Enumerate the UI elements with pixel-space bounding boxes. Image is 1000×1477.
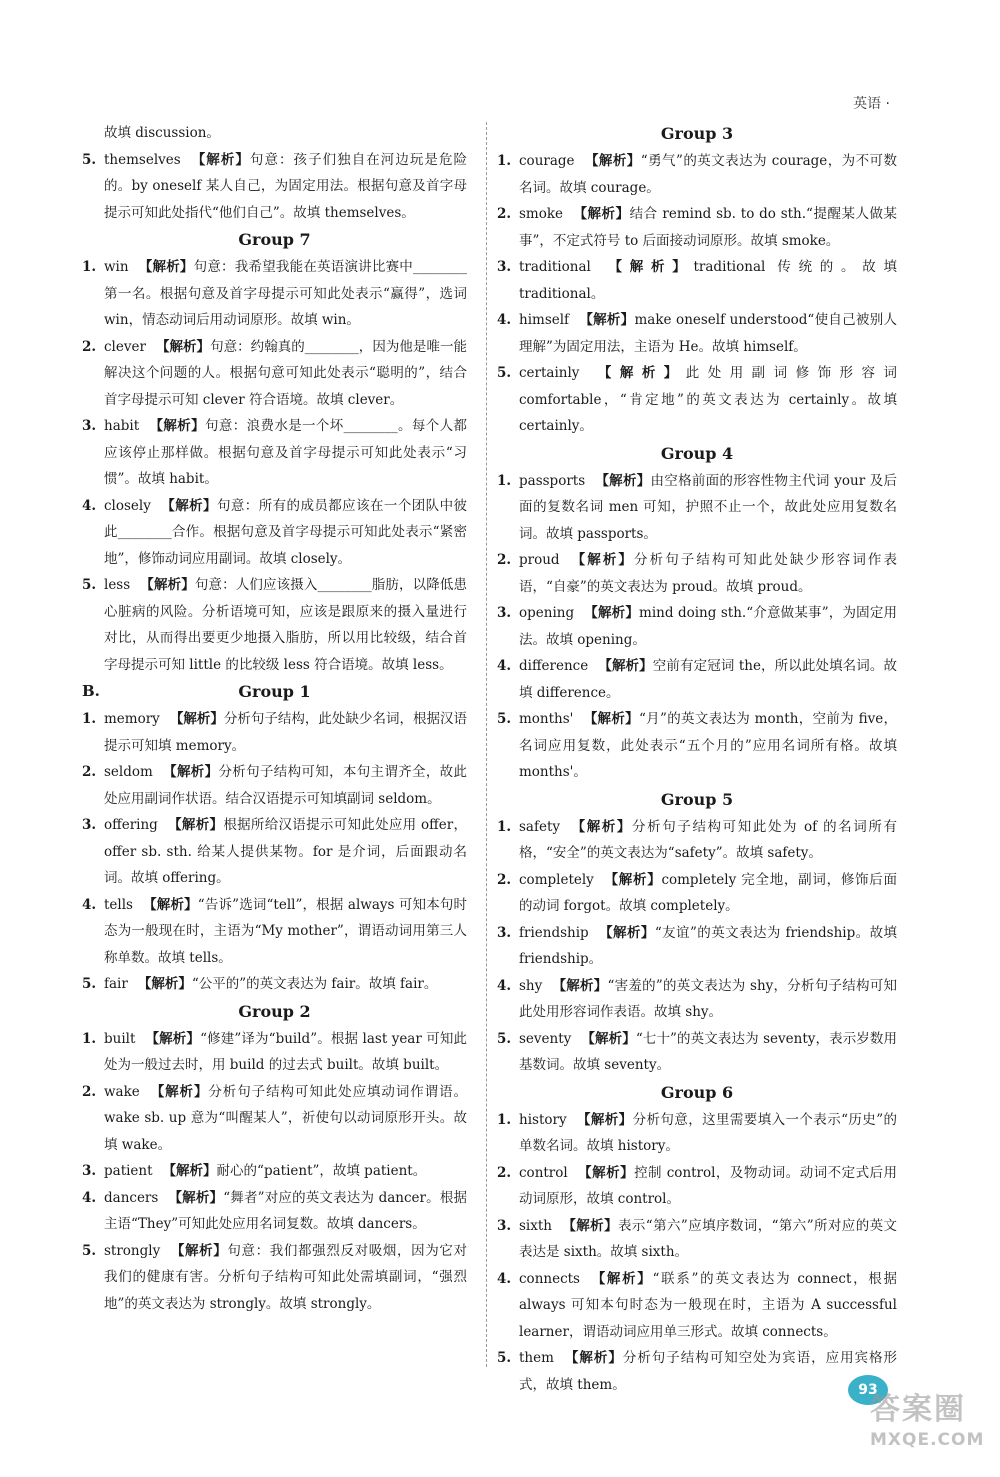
answer-item xyxy=(82,493,467,573)
analysis-text: 句意：约翰真的________，因为他是唯一能解决这个问题的人。根据句意可知此处表示“聪明的”，结合首字母提示可知 clever 符合语境。故填 clever。 xyxy=(104,338,467,408)
answer-word: history xyxy=(519,1111,567,1128)
item-number: 3. xyxy=(497,605,512,621)
answer-item xyxy=(497,1213,897,1266)
analysis-text: 句意：浪费水是一个坏________。每个人都应该停止那样做。根据句意及首字母提示可知此处表示“习惯”。故填 habit。 xyxy=(104,418,468,487)
analysis-tag: 【解析】 xyxy=(583,711,639,727)
column-divider xyxy=(486,122,487,1367)
answer-word: offering xyxy=(104,817,158,833)
group-title: Group 3 xyxy=(660,124,734,143)
answer-item xyxy=(82,334,467,414)
analysis-text: “公平的”的英文表达为 fair。故填 fair。 xyxy=(191,976,438,992)
item-number: 2. xyxy=(82,764,97,780)
item-number: 2. xyxy=(497,1164,512,1181)
answer-item xyxy=(82,1158,467,1185)
answer-item xyxy=(497,254,897,307)
analysis-tag: 【解析】 xyxy=(162,764,219,780)
analysis-text: 分析句子结构可知空处为宾语，应用宾格形式，故填 them。 xyxy=(519,1350,898,1393)
item-number: 2. xyxy=(497,552,512,568)
analysis-text: completely 完全地，副词，修饰后面的动词 forgot。故填 completely。 xyxy=(519,871,897,914)
item-number: 1. xyxy=(497,818,512,835)
answer-word: certainly xyxy=(519,365,580,381)
subject-header: 英语 · xyxy=(853,96,890,112)
answer-item xyxy=(497,1345,897,1398)
item-number: 2. xyxy=(497,206,512,222)
answer-word: clever xyxy=(104,338,146,355)
answer-item xyxy=(82,706,467,759)
analysis-text: 句意：人们应该摄入________脂肪，以降低患心脏病的风险。分析语境可知，应该是跟原来的摄入量进行对比，从而得出要更少地摄入脂肪，所以用比较级，结合首字母提示可知 little 的比较级 less 符合语境。故填 less。 xyxy=(104,577,468,673)
item-number: 3. xyxy=(497,259,512,275)
answer-word: tells xyxy=(104,896,133,913)
answer-word: months' xyxy=(519,711,574,727)
answer-word: themselves xyxy=(104,151,181,168)
answer-word: shy xyxy=(519,977,543,994)
analysis-text: 耐心的“patient”，故填 patient。 xyxy=(216,1163,427,1179)
answer-word: habit xyxy=(104,418,140,434)
analysis-text: 由空格前面的形容性物主代词 your 及后面的复数名词 men 可知，护照不止一个，故此处应用复数名词。故填 passports。 xyxy=(519,472,897,542)
analysis-tag: 【解析】 xyxy=(137,976,192,992)
answer-word: safety xyxy=(519,818,561,835)
analysis-tag: 【解析】 xyxy=(576,1111,633,1128)
answer-item xyxy=(82,1185,467,1238)
analysis-tag: 【解析】 xyxy=(149,418,205,434)
analysis-tag: 【解析】 xyxy=(570,818,633,835)
group-title: Group 5 xyxy=(660,789,734,809)
analysis-tag: 【解析】 xyxy=(595,472,651,489)
answer-word: difference xyxy=(519,658,589,674)
analysis-tag: 【解析】 xyxy=(584,605,640,621)
analysis-tag: 【解析】 xyxy=(552,977,608,994)
answer-item xyxy=(497,307,897,360)
answer-item xyxy=(497,706,897,786)
answer-word: strongly xyxy=(104,1242,161,1259)
answer-word: closely xyxy=(104,497,151,514)
answer-word: less xyxy=(104,577,131,593)
analysis-tag: 【解析】 xyxy=(561,1217,618,1234)
answer-word: opening xyxy=(519,605,575,621)
item-number: 2. xyxy=(82,1083,97,1100)
group-title: Group 7 xyxy=(238,230,311,249)
item-number: 4. xyxy=(497,977,512,994)
answer-word: completely xyxy=(519,871,594,888)
page-number-badge: 93 xyxy=(848,1375,888,1405)
item-number: 5. xyxy=(497,711,512,727)
top-items xyxy=(82,147,467,227)
analysis-tag: 【解析】 xyxy=(168,1189,224,1206)
item-number: 2. xyxy=(82,338,97,355)
answer-item xyxy=(497,201,897,254)
analysis-text: 句意：所有的成员都应该在一个团队中彼此________合作。根据句意及首字母提示可知此处表示“紧密地”，修饰动词应用副词。故填 closely。 xyxy=(104,497,468,567)
answer-word: traditional xyxy=(519,259,591,275)
answer-item xyxy=(497,468,897,548)
item-number: 3. xyxy=(82,817,97,833)
analysis-tag: 【解析】 xyxy=(598,924,655,941)
group-items xyxy=(497,148,897,440)
analysis-text: 分析句子结构可知此处缺少形容词作表语，“自豪”的英文表达为 proud。故填 proud。 xyxy=(519,552,898,595)
item-number: 1. xyxy=(497,1111,512,1128)
answer-word: built xyxy=(104,1030,136,1047)
answer-word: seventy xyxy=(519,1030,572,1047)
answer-word: wake xyxy=(104,1083,140,1100)
group-title: Group 6 xyxy=(660,1082,734,1102)
analysis-text: 分析句子结构可知，本句主谓齐全，故此处应用副词作状语。结合汉语提示可知填副词 seldom。 xyxy=(104,764,468,807)
item-number: 1. xyxy=(82,711,97,727)
analysis-text: 此处用副词修饰形容词 comfortable，“肯定地”的英文表达为 certainly。故填 certainly。 xyxy=(519,365,897,434)
answer-item xyxy=(82,812,467,892)
analysis-tag: 【解析】 xyxy=(579,312,635,328)
watermark-logo xyxy=(870,1390,990,1470)
section-b-row xyxy=(82,678,467,706)
answer-item xyxy=(82,1079,467,1159)
analysis-tag: 【解析】 xyxy=(569,552,635,568)
item-number: 5. xyxy=(82,1242,97,1259)
answer-item xyxy=(497,360,897,440)
analysis-tag: 【解析】 xyxy=(140,577,195,593)
analysis-text: “月”的英文表达为 month，空前为 five，名词应用复数，此处表示“五个月的”应用名词所有格。故填 months'。 xyxy=(519,711,898,780)
watermark-chars: 答案圈 xyxy=(870,1392,966,1427)
item-number: 1. xyxy=(82,259,97,275)
answer-item xyxy=(497,600,897,653)
continuation-text: 故填 discussion。 xyxy=(104,125,220,141)
analysis-tag: 【解析】 xyxy=(169,711,224,727)
analysis-text: 句意：我们都强烈反对吸烟，因为它对我们的健康有害。分析句子结构可知此处需填副词，“强烈地”的英文表达为 strongly。故填 strongly。 xyxy=(104,1242,468,1312)
left-column xyxy=(82,120,467,1317)
analysis-text: “告诉”选词“tell”，根据 always 可知本句时态为一般现在时，主语为“My mother”，谓语动词用第三人称单数。故填 tells。 xyxy=(104,896,468,966)
item-number: 4. xyxy=(497,312,512,328)
answer-word: sixth xyxy=(519,1217,552,1234)
answer-item xyxy=(497,1026,897,1079)
analysis-tag: 【解析】 xyxy=(170,1242,228,1259)
answer-item xyxy=(82,572,467,678)
analysis-tag: 【解析】 xyxy=(142,896,198,913)
analysis-text: 句意：我希望我能在英语演讲比赛中________第一名。根据句意及首字母提示可知此处表示“赢得”，选词 win，情态动词后用动词原形。故填 win。 xyxy=(104,259,468,328)
answer-item xyxy=(497,653,897,706)
analysis-tag: 【解析】 xyxy=(563,1350,623,1366)
answer-item xyxy=(82,759,467,812)
answer-item xyxy=(82,147,467,227)
analysis-text: “修建”译为“build”。根据 last year 可知此处为一般过去时，用 build 的过去式 built。故填 built。 xyxy=(104,1030,468,1073)
answer-word: them xyxy=(519,1350,554,1366)
analysis-text: 分析句子结构可知此处为 of 的名词所有格，“安全”的英文表达为“safety”。故填 safety。 xyxy=(519,818,897,861)
group-title: Group 1 xyxy=(238,682,311,701)
answer-word: control xyxy=(519,1164,568,1181)
group-items xyxy=(82,706,467,998)
item-number: 5. xyxy=(497,1030,512,1047)
item-number: 4. xyxy=(82,497,97,514)
answer-word: fair xyxy=(104,976,128,992)
analysis-tag: 【解析】 xyxy=(573,206,630,222)
analysis-tag: 【解析】 xyxy=(145,1030,201,1047)
answer-item xyxy=(82,413,467,493)
item-number: 1. xyxy=(497,153,512,169)
analysis-text: 表示“第六”应填序数词，“第六”所对应的英文表达是 sixth。故填 sixth。 xyxy=(519,1217,898,1260)
answer-item xyxy=(82,1238,467,1318)
item-number: 4. xyxy=(497,658,512,674)
answer-item xyxy=(82,1026,467,1079)
item-number: 3. xyxy=(82,418,97,434)
answer-item xyxy=(497,547,897,600)
answer-item xyxy=(497,1266,897,1346)
answer-word: friendship xyxy=(519,924,589,941)
analysis-text: 根据所给汉语提示可知此处应用 offer，offer sb. sth. 给某人提供某物。for 是介词，后面跟动名词。故填 offering。 xyxy=(104,817,468,886)
group-items xyxy=(497,814,897,1079)
analysis-tag: 【解析】 xyxy=(581,1030,636,1047)
analysis-tag: 【解析】 xyxy=(598,658,653,674)
analysis-tag: 【解析】 xyxy=(589,365,686,381)
item-number: 1. xyxy=(82,1030,97,1047)
group-title: Group 2 xyxy=(238,1001,311,1021)
answer-word: smoke xyxy=(519,206,564,222)
right-column xyxy=(497,120,897,1398)
analysis-text: “舞者”对应的英文表达为 dancer。根据主语“They”可知此处应用名词复数。故填 dancers。 xyxy=(104,1189,468,1232)
analysis-tag: 【解析】 xyxy=(138,259,194,275)
analysis-text: 分析句子结构，此处缺少名词，根据汉语提示可知填 memory。 xyxy=(104,711,468,754)
answer-item xyxy=(497,1160,897,1213)
analysis-text: 控制 control，及物动词。动词不定式后用动词原形，故填 control。 xyxy=(519,1164,898,1207)
analysis-tag: 【解析】 xyxy=(603,871,662,888)
analysis-text: traditional 传统的。故填 traditional。 xyxy=(519,259,898,302)
analysis-tag: 【解析】 xyxy=(162,1163,217,1179)
item-number: 1. xyxy=(497,472,512,489)
answer-word: win xyxy=(104,259,129,275)
item-number: 3. xyxy=(497,1217,512,1234)
analysis-tag: 【解析】 xyxy=(149,1083,209,1100)
item-number: 5. xyxy=(82,151,97,168)
analysis-text: 句意：孩子们独自在河边玩是危险的。by oneself 某人自己，为固定用法。根据句意及首字母提示可知此处指代“他们自己”。故填 themselves。 xyxy=(104,151,468,221)
item-number: 4. xyxy=(497,1270,512,1287)
item-number: 5. xyxy=(82,577,97,593)
analysis-text: “勇气”的英文表达为 courage，为不可数名词。故填 courage。 xyxy=(519,153,897,196)
answer-word: seldom xyxy=(104,764,153,780)
item-number: 5. xyxy=(497,365,512,381)
answer-word: courage xyxy=(519,153,575,169)
item-number: 5. xyxy=(82,976,97,992)
analysis-text: 分析句意，这里需要填入一个表示“历史”的单数名词。故填 history。 xyxy=(519,1111,898,1154)
answer-word: patient xyxy=(104,1163,153,1179)
section-label: B. xyxy=(82,682,100,700)
answer-item xyxy=(497,867,897,920)
answer-item xyxy=(497,973,897,1026)
group-items xyxy=(82,1026,467,1318)
answer-item xyxy=(497,148,897,201)
group-items xyxy=(497,1107,897,1399)
analysis-text: mind doing sth.“介意做某事”，为固定用法。故填 opening。 xyxy=(519,605,898,648)
item-number: 4. xyxy=(82,1189,97,1206)
group-items xyxy=(82,254,467,678)
answer-word: connects xyxy=(519,1270,580,1287)
analysis-text: make oneself understood“使自己被别人理解”为固定用法，主语为 He。故填 himself。 xyxy=(519,312,897,355)
analysis-text: 结合 remind sb. to do sth.“提醒某人做某事”，不定式符号 to 后面接动词原形。故填 smoke。 xyxy=(519,206,898,249)
item-number: 4. xyxy=(82,896,97,913)
analysis-tag: 【解析】 xyxy=(155,338,211,355)
analysis-tag: 【解析】 xyxy=(577,1164,635,1181)
analysis-text: 分析句子结构可知此处应填动词作谓语。wake sb. up 意为“叫醒某人”，祈使句以动词原形开头。故填 wake。 xyxy=(104,1083,468,1153)
item-number: 3. xyxy=(497,924,512,941)
answer-item xyxy=(82,254,467,334)
answer-word: passports xyxy=(519,472,586,489)
group-items xyxy=(497,468,897,786)
watermark-url: MXQE.COM xyxy=(870,1430,985,1450)
answer-item xyxy=(497,1107,897,1160)
answer-item xyxy=(497,814,897,867)
group-title: Group 4 xyxy=(660,443,734,463)
analysis-text: “害羞的”的英文表达为 shy，分析句子结构可知此处用形容词作表语。故填 shy。 xyxy=(519,977,898,1020)
analysis-text: “友谊”的英文表达为 friendship。故填 friendship。 xyxy=(519,924,897,967)
analysis-tag: 【解析】 xyxy=(600,259,694,275)
analysis-tag: 【解析】 xyxy=(190,151,250,168)
item-number: 2. xyxy=(497,871,512,888)
answer-item xyxy=(82,971,467,998)
answer-word: memory xyxy=(104,711,160,727)
analysis-tag: 【解析】 xyxy=(160,497,217,514)
analysis-tag: 【解析】 xyxy=(584,153,641,169)
analysis-text: 空前有定冠词 the，所以此处填名词。故填 difference。 xyxy=(519,658,898,701)
answer-word: dancers xyxy=(104,1189,159,1206)
analysis-text: “七十”的英文表达为 seventy，表示岁数用基数词。故填 seventy。 xyxy=(519,1030,898,1073)
answer-word: proud xyxy=(519,552,560,568)
answer-word: himself xyxy=(519,312,570,328)
analysis-tag: 【解析】 xyxy=(589,1270,653,1287)
item-number: 3. xyxy=(82,1163,97,1179)
analysis-text: “联系”的英文表达为 connect，根据 always 可知本句时态为一般现在时，主语为 A successful learner，谓语动词应用单三形式。故填 connects。 xyxy=(519,1270,897,1340)
analysis-tag: 【解析】 xyxy=(167,817,224,833)
item-number: 5. xyxy=(497,1350,512,1366)
answer-item xyxy=(82,892,467,972)
answer-item xyxy=(497,920,897,973)
